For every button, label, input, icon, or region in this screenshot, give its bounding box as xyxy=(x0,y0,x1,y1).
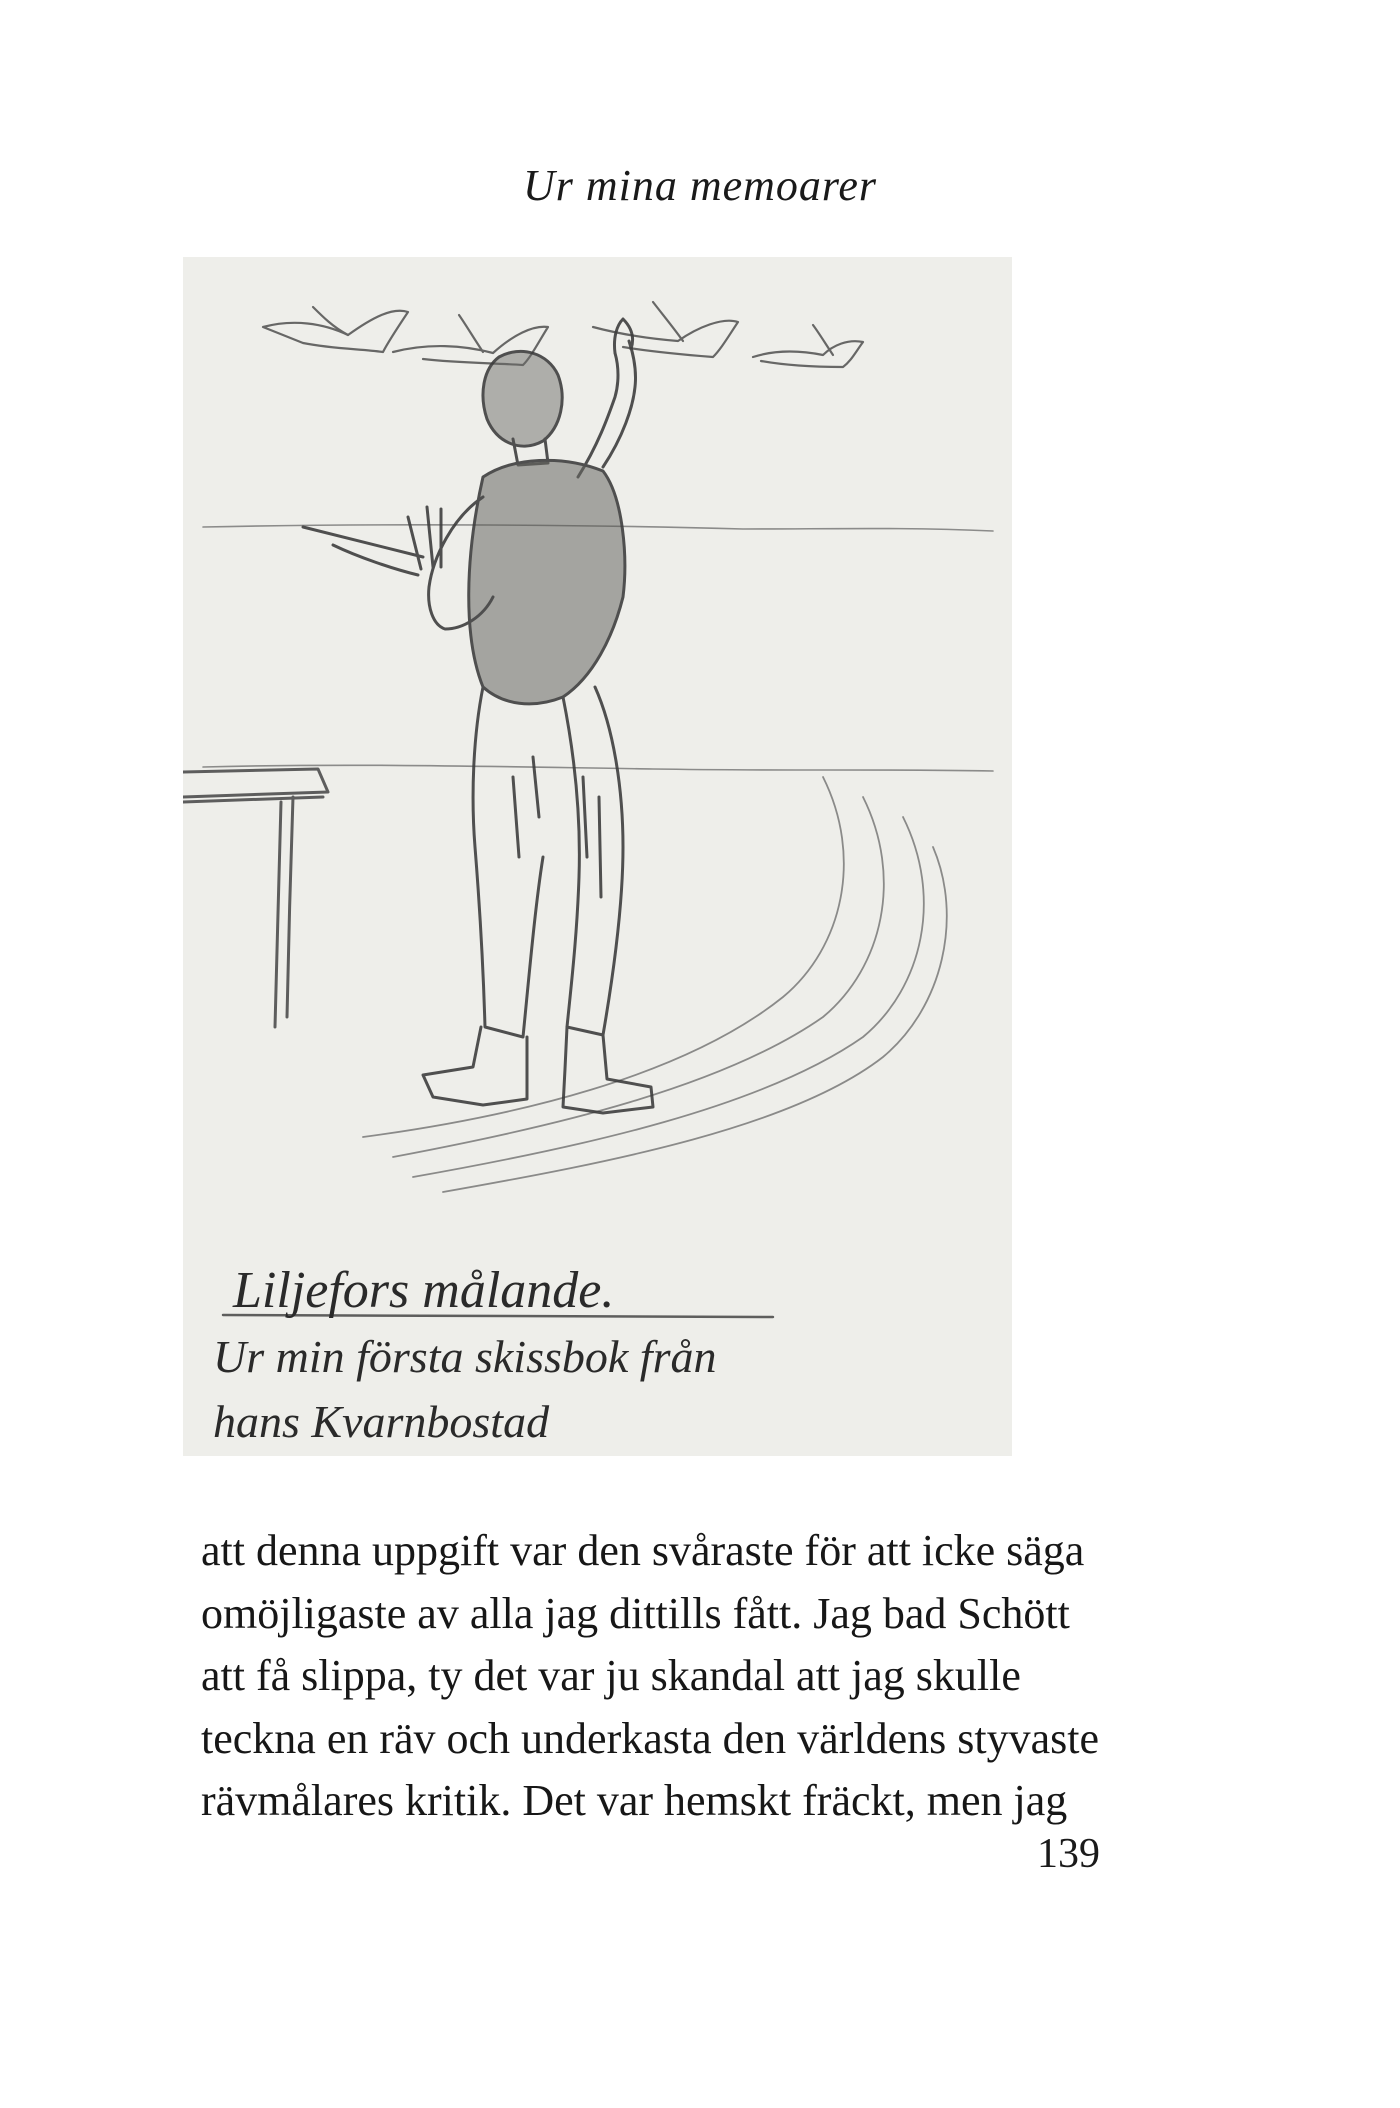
handwritten-caption xyxy=(213,1262,716,1447)
painter-figure xyxy=(303,319,653,1113)
sketch-illustration xyxy=(183,257,1012,1456)
caption-line-1: Liljefors målande. xyxy=(233,1262,615,1319)
ground-strokes xyxy=(363,777,947,1192)
body-line: teckna en räv och underkasta den världens styvaste xyxy=(201,1713,1099,1763)
easel-table xyxy=(183,769,328,1027)
caption-line-2: Ur min första skissbok från xyxy=(213,1331,717,1382)
body-line: rävmålares kritik. Det var hemskt fräckt, men jag xyxy=(201,1776,1068,1825)
page-number: 139 xyxy=(1037,1831,1100,1877)
caption-line-3: hans Kvarnbostad xyxy=(213,1396,550,1447)
body-paragraph xyxy=(201,1520,1101,1833)
sketch-drawing xyxy=(183,257,1012,1456)
flying-geese xyxy=(263,302,863,367)
running-head: Ur mina memoarer xyxy=(522,161,878,210)
body-line: omöjligaste av alla jag dittills fått. Jag bad Schött xyxy=(201,1588,1070,1638)
body-line: att få slippa, ty det var ju skandal att jag skulle xyxy=(201,1651,1021,1700)
body-line: att denna uppgift var den svåraste för att icke säga xyxy=(201,1526,1085,1575)
